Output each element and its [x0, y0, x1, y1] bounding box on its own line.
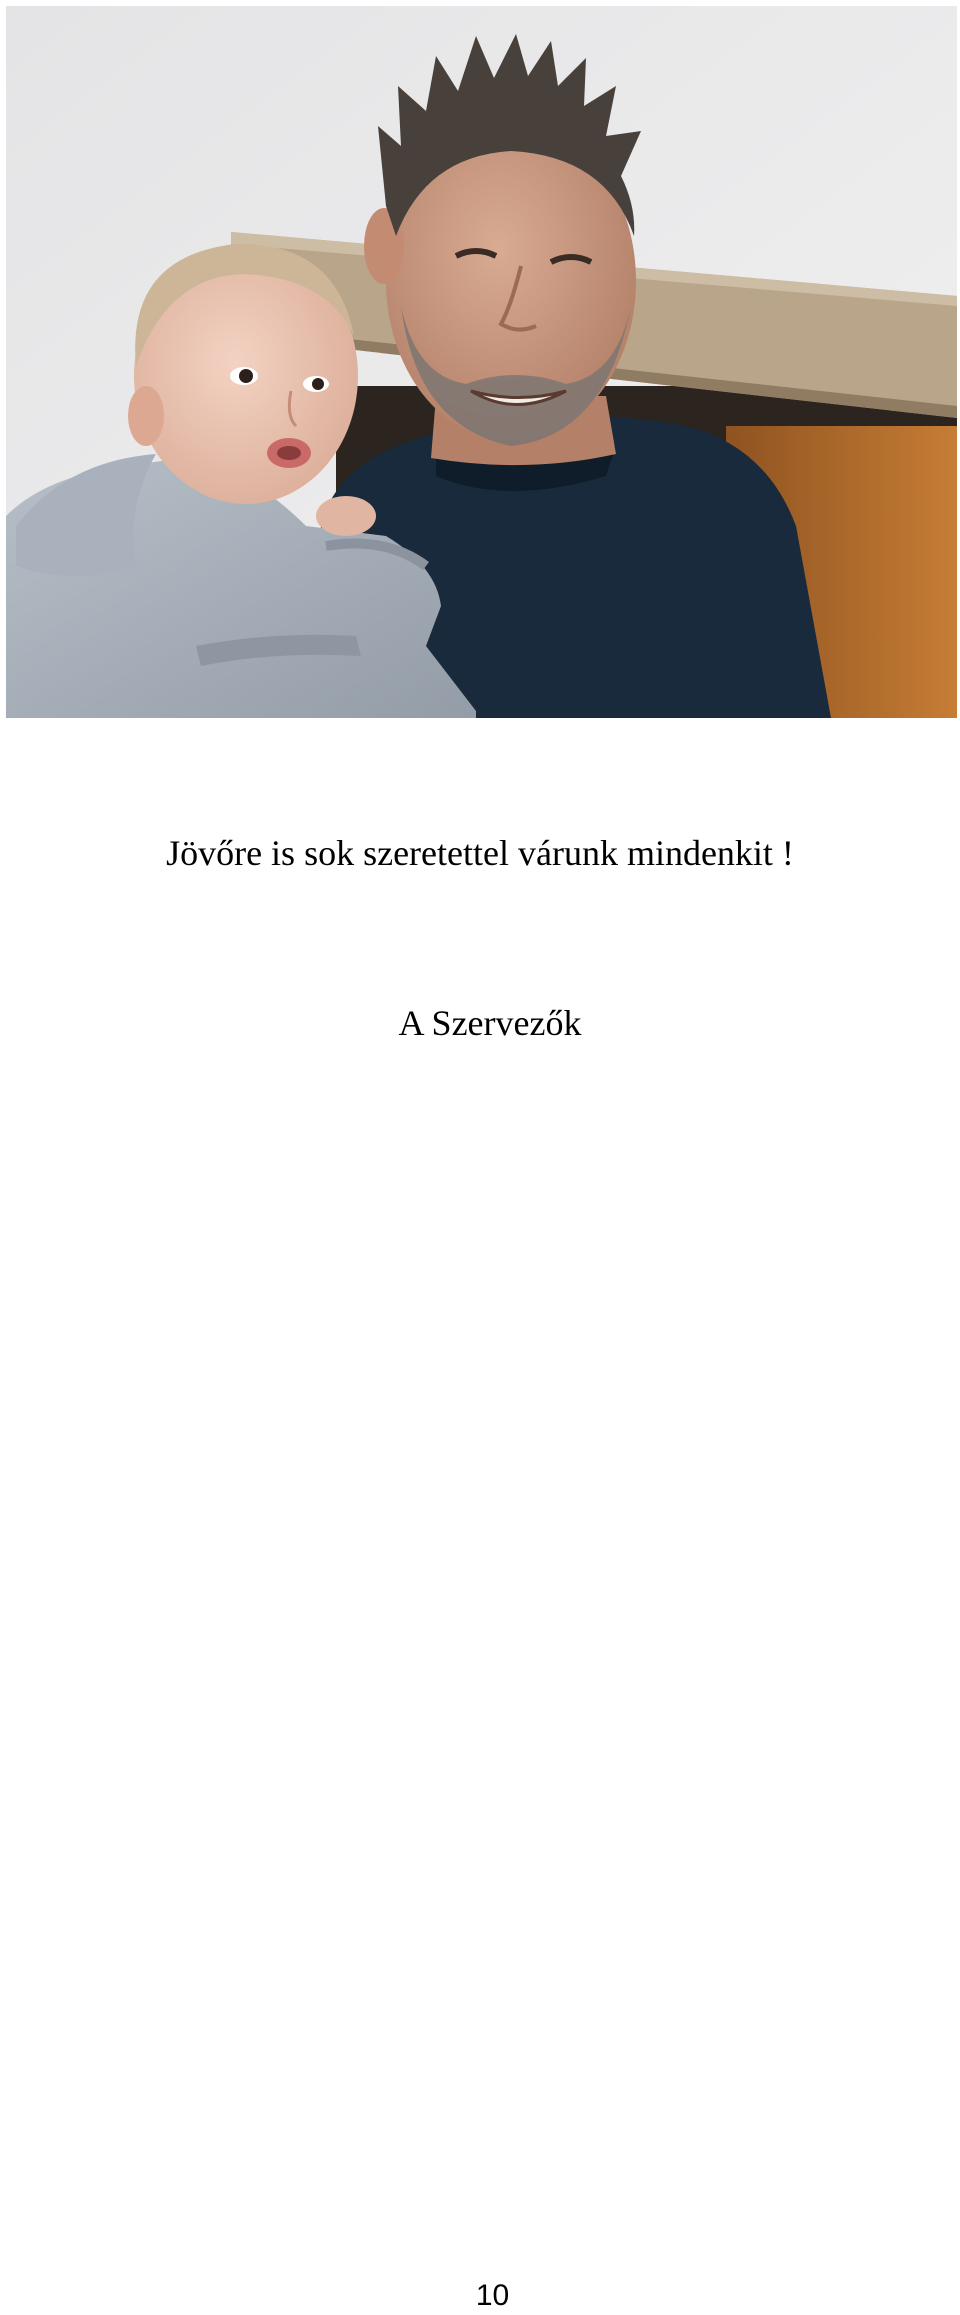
- closing-message: Jövőre is sok szeretettel várunk mindenkit !: [166, 833, 794, 873]
- signature-organizers: A Szervezők: [398, 1003, 582, 1043]
- photo-illustration: [6, 6, 957, 718]
- page-number: 10: [475, 2279, 510, 2312]
- photo-man-holding-baby: [6, 6, 957, 718]
